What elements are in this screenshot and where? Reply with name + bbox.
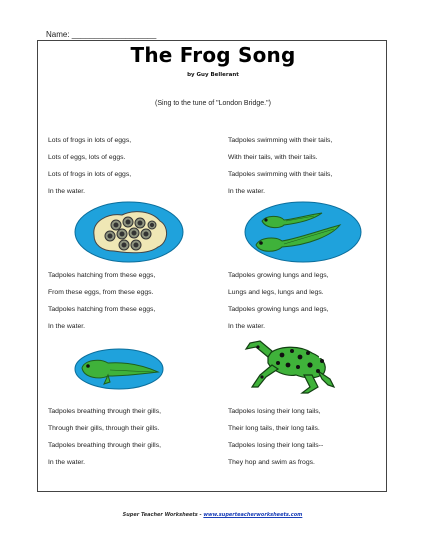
tune-note: (Sing to the tune of "London Bridge."): [155, 100, 271, 107]
verse-line: Through their gills, through their gills.: [48, 425, 160, 432]
verse-line: Tadpoles losing their long tails,: [228, 408, 321, 415]
verse-line: Lots of eggs, lots of eggs.: [48, 154, 126, 161]
verse-line: Tadpoles breathing through their gills,: [48, 408, 161, 415]
footer: [0, 512, 425, 518]
verse-line: Lungs and legs, lungs and legs.: [228, 289, 324, 296]
verse-line: From these eggs, from these eggs.: [48, 289, 154, 296]
verse-2: [228, 137, 332, 205]
verse-line: Tadpoles swimming with their tails,: [228, 171, 333, 178]
page-title: The Frog Song: [130, 43, 296, 67]
frog-eggs-icon: [74, 201, 184, 263]
verse-line: In the water.: [48, 459, 86, 466]
verse-line: They hop and swim as frogs.: [228, 459, 315, 466]
verse-line: Lots of frogs in lots of eggs,: [48, 171, 132, 178]
verse-line: Tadpoles growing lungs and legs,: [228, 272, 329, 279]
name-line: Name: ___________________: [46, 30, 157, 39]
footer-separator: -: [197, 512, 204, 518]
verse-line: With their tails, with their tails.: [228, 154, 318, 161]
footer-link[interactable]: www.superteacherworksheets.com: [203, 512, 303, 518]
byline: by Guy Bellerant: [187, 72, 239, 78]
verse-line: Tadpoles breathing through their gills,: [48, 442, 161, 449]
verse-5: [48, 408, 161, 476]
worksheet-frame: [37, 40, 387, 492]
verse-6: [228, 408, 323, 476]
verse-3: [48, 272, 155, 340]
verse-4: [228, 272, 329, 340]
verse-1: [48, 137, 131, 205]
verse-line: Lots of frogs in lots of eggs,: [48, 137, 132, 144]
verse-line: Their long tails, their long tails.: [228, 425, 320, 432]
verse-line: In the water.: [228, 188, 266, 195]
verse-line: Tadpoles hatching from these eggs,: [48, 272, 156, 279]
footer-brand: Super Teacher Worksheets: [122, 512, 198, 518]
verse-line: Tadpoles losing their long tails--: [228, 442, 324, 449]
tadpole-legs-icon: [74, 346, 164, 392]
verse-line: Tadpoles hatching from these eggs,: [48, 306, 156, 313]
verse-line: Tadpoles growing lungs and legs,: [228, 306, 329, 313]
verse-line: In the water.: [228, 323, 266, 330]
verse-line: In the water.: [48, 188, 86, 195]
verse-line: Tadpoles swimming with their tails,: [228, 137, 333, 144]
tadpoles-icon: [244, 201, 362, 263]
verse-line: In the water.: [48, 323, 86, 330]
frog-icon: [238, 335, 338, 395]
